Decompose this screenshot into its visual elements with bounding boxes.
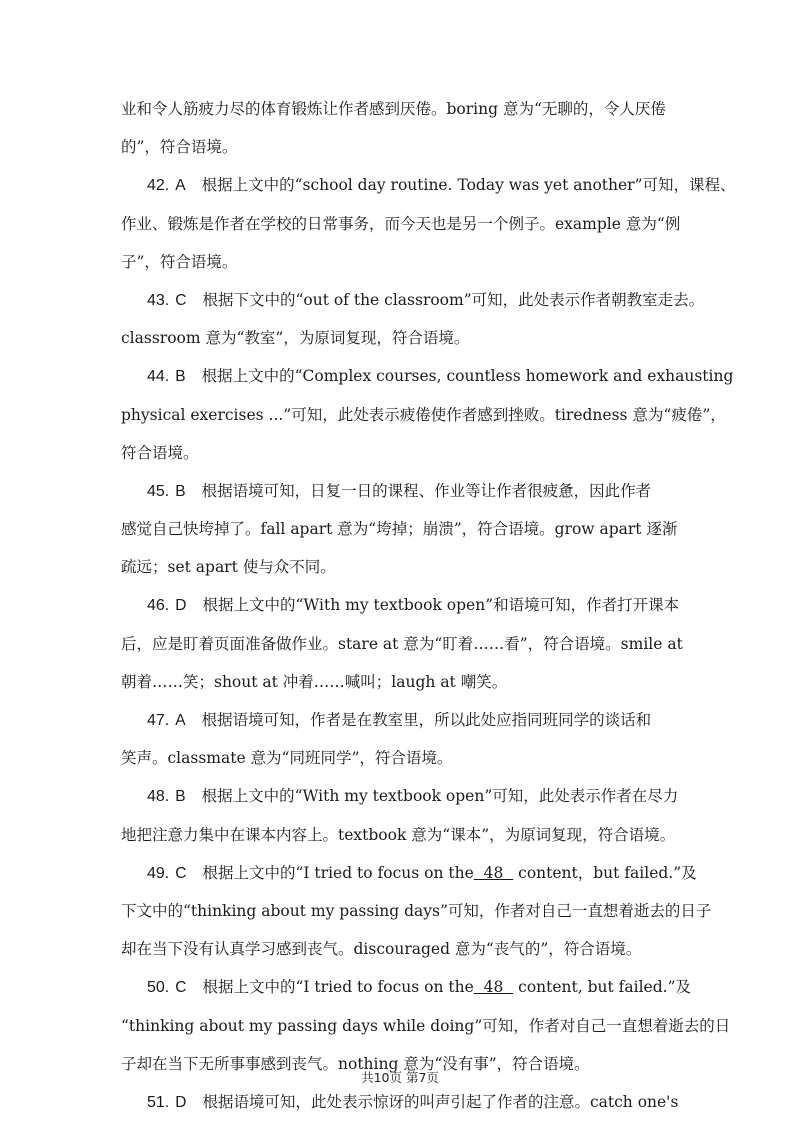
text-line: 感觉自己快垮掉了。fall apart 意为“垮掉；崩溃”，符合语境。grow apart 逐渐 — [121, 520, 678, 539]
answer-letter: B — [175, 368, 186, 386]
answer-letter: A — [175, 177, 186, 195]
question-number: 44. — [147, 368, 170, 386]
text-line: 下文中的“thinking about my passing days”可知，作者对自己一直想着逝去的日子 — [121, 901, 712, 920]
q47-line1 — [121, 701, 681, 739]
text-line: 符合语境。 — [121, 443, 199, 462]
page-footer: 共10页 第7页 — [361, 1070, 439, 1085]
explanation-text: 根据上文中的“I tried to focus on the — [202, 863, 474, 882]
explanation-text: content，but failed.”及 — [513, 863, 697, 882]
question-number: 47. — [147, 712, 170, 729]
text-line: “thinking about my passing days while doing”可知，作者对自己一直想着逝去的日 — [121, 1016, 731, 1035]
text-line: 业和令人筋疲力尽的体育锻炼让作者感到厌倦。boring 意为“无聊的，令人厌倦 — [121, 100, 666, 118]
question-number: 46. — [147, 597, 170, 615]
explanation-text: 根据上文中的“Complex courses, countless homework and exhausting — [201, 367, 734, 386]
answer-letter: D — [175, 1093, 187, 1111]
explanation-text: 根据下文中的“out of the classroom”可知，此处表示作者朝教室走去。 — [202, 290, 705, 309]
text-line: 的”，符合语境。 — [121, 138, 238, 157]
q43-line1 — [121, 281, 705, 319]
question-number: 51. — [147, 1093, 170, 1111]
answer-letter: D — [175, 597, 187, 615]
text-line: physical exercises ...”可知，此处表示疲倦使作者感到挫败。tiredness 意为“疲倦”， — [121, 405, 726, 424]
answer-letter: C — [175, 864, 187, 882]
q48-line1 — [121, 777, 681, 815]
text-line: 子”，符合语境。 — [121, 252, 238, 271]
question-number: 43. — [147, 291, 170, 309]
q49-line1 — [121, 854, 697, 892]
explanation-text: 根据语境可知，日复一日的课程、作业等让作者很疲惫，因此作者 — [201, 481, 652, 500]
blank-number: 48 — [473, 863, 514, 882]
q46-line1 — [121, 586, 681, 624]
text-line: classroom 意为“教室”，为原词复现，符合语境。 — [121, 329, 470, 348]
question-number: 49. — [147, 864, 170, 882]
answer-letter: A — [175, 712, 186, 729]
explanation-text: 根据语境可知，作者是在教室里，所以此处应指同班同学的谈话和 — [201, 711, 652, 729]
text-line: 子却在当下无所事事感到丧气。nothing 意为“没有事”，符合语境。 — [121, 1054, 590, 1073]
explanation-text: 根据上文中的“school day routine. Today was yet another”可知，课程、 — [201, 176, 736, 195]
text-line: 疏远；set apart 使与众不同。 — [121, 558, 336, 577]
q42-line1 — [121, 166, 736, 204]
question-number: 42. — [147, 177, 170, 195]
answer-letter: C — [175, 979, 187, 997]
explanation-text: 根据上文中的“With my textbook open”可知，此处表示作者在尽力 — [201, 787, 679, 806]
text-line: 笑声。classmate 意为“同班同学”，符合语境。 — [121, 749, 453, 768]
text-line: 作业、锻炼是作者在学校的日常事务，而今天也是另一个例子。example 意为“例 — [121, 214, 681, 233]
answer-letter: C — [175, 291, 187, 309]
q44-line1 — [121, 357, 734, 395]
explanation-text: 根据上文中的“I tried to focus on the — [202, 978, 474, 997]
q51-line1 — [121, 1083, 681, 1121]
question-number: 45. — [147, 482, 170, 500]
question-number: 48. — [147, 788, 170, 806]
text-line: 朝着……笑；shout at 冲着……喊叫；laugh at 嘲笑。 — [121, 672, 508, 691]
q50-line1 — [121, 968, 692, 1006]
explanation-text: 根据上文中的“With my textbook open”和语境可知，作者打开课本 — [202, 596, 680, 615]
text-line: 地把注意力集中在课本内容上。textbook 意为“课本”，为原词复现，符合语境。 — [121, 825, 676, 844]
text-line: 却在当下没有认真学习感到丧气。discouraged 意为“丧气的”，符合语境。 — [121, 940, 642, 959]
answer-letter: B — [175, 788, 186, 806]
text-line: 后，应是盯着页面准备做作业。stare at 意为“盯着……看”，符合语境。smile at — [121, 634, 683, 653]
answer-letter: B — [175, 482, 186, 500]
question-number: 50. — [147, 979, 170, 997]
explanation-text: 根据语境可知，此处表示惊讶的叫声引起了作者的注意。catch one's — [202, 1092, 679, 1111]
blank-number: 48 — [473, 978, 514, 997]
explanation-text: content, but failed.”及 — [513, 978, 692, 997]
q45-line1 — [121, 472, 681, 510]
answer-explanations — [121, 90, 736, 1121]
